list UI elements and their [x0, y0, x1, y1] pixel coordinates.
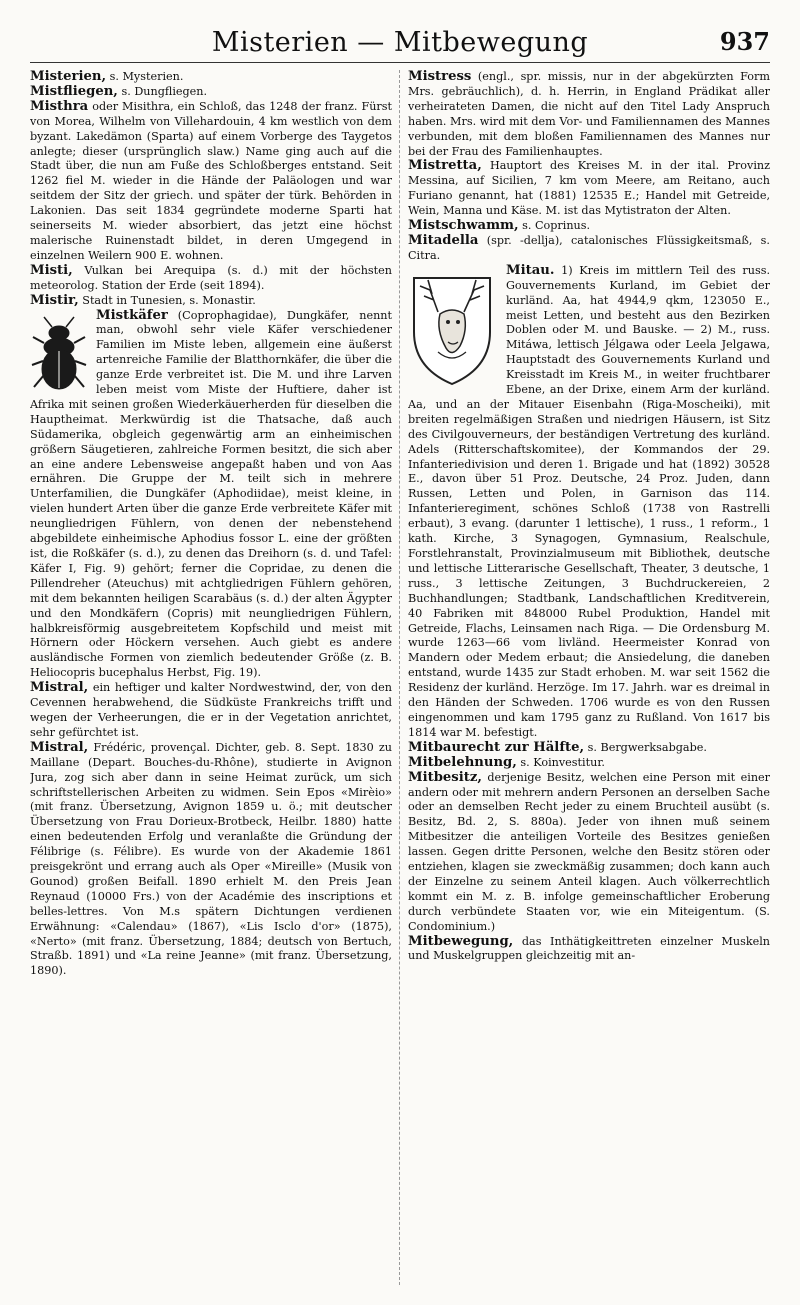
entry-mitadella	[408, 234, 770, 264]
entry-text: (Coprophagidae), Dungkäfer, nennt man, obwohl sehr viele Käfer verschiedener Familien im Miste leben, allgemein eine äußerst artenreiche Familie der Blatthornkäfer, die über die ganze Erde verbreitet ist. Die M. und ihre Larven leben meist vom Miste der Huftiere, daher ist Afrika mit seinen großen Wiederkäuerherden für dieselben die Hauptheimat. Merkwürdig ist die Thatsache, daß auch Südamerika, obgleich gegenwärtig arm an einheimischen größern Säugetieren, zahlreiche Formen besitzt, die sich aber an eine andere Lebensweise angepaßt haben und von Aas ernähren. Die Gruppe der M. teilt sich in mehrere Unterfamilien, die Dungkäfer (Aphodiidae), meist kleine, in vielen hundert Arten über die ganze Erde verbreitete Käfer mit neungliedrigen Fühlern, von denen der nebenstehend abgebildete einheimische Aphodius fossor L. eine der größten ist, die Roßkäfer (s. d.), zu denen das Dreihorn (s. d. und Tafel: Käfer I, Fig. 9) gehört; ferner die Copridae, zu denen die Pillendreher (Ateuchus) mit achtgliedrigen Fühlern gehören, mit dem bekannten heiligen Scarabäus (s. d.) der alten Ägypter und den Mondkäfern (Copris) mit neungliedrigen Fühlern, halbkreisförmig ausgebreitetem Kopfschild und meist mit Hörnern oder Höckern versehen. Auch giebt es andere ausländische Formen von ziemlich bedeutender Größe (z. B. Heliocopris bucephalus Herbst, Fig. 19).	[30, 308, 392, 680]
headword: Misthra	[30, 98, 89, 114]
entry-text: oder Misithra, ein Schloß, das 1248 der franz. Fürst von Morea, Wilhelm von Villehardouin, 4 km westlich von dem byzant. Lakedämon (Sparta) auf einem Vorberge des Taygetos anlegte; dieser (ursprünglich slaw.) Name ging auch auf die Stadt über, die nun am Fuße des Schloßberges entstand. Seit 1262 fiel M. wieder in die Hände der Paläologen und war seitdem der Sitz der griech. und später der türk. Behörden in Lakonien. Das seit 1834 gegründete moderne Sparti hat seinerseits M. wieder absorbiert, das jetzt eine höchst malerische Ruinenstadt bildet, in deren Umgegend in einzelnen Weilern 900 E. wohnen.	[30, 99, 392, 262]
entry-misti	[30, 264, 392, 294]
entry-mistress	[408, 70, 770, 159]
headword: Mitbewegung,	[408, 933, 514, 949]
header-rule	[30, 62, 770, 63]
page-number: 937	[719, 27, 770, 56]
headword: Mitadella	[408, 232, 479, 248]
headword: Mitau.	[506, 262, 555, 278]
headword: Misterien,	[30, 70, 107, 84]
headword: Misti,	[30, 262, 73, 278]
entry-text: Frédéric, provençal. Dichter, geb. 8. Sept. 1830 zu Maillane (Depart. Bouches-du-Rhône), studierte in Avignon Jura, zog sich aber dann in seine Heimat zurück, um sich schriftstellerischen Arbeiten zu widmen. Sein Epos «Mirèio» (mit franz. Übersetzung, Avignon 1859 u. ö.; mit deutscher Übersetzung von Frau Dorieux-Brotbeck, Heilbr. 1880) hatte einen bedeutenden Erfolg und veranlaßte die Gründung der Félibrige (s. Félibre). Es wurde von der Akademie 1861 preisgekrönt und errang auch als Oper «Mireille» (Musik von Gounod) großen Beifall. 1890 erhielt M. den Preis Jean Reynaud (10000 Frs.) von der Académie des inscriptions et belles-lettres. Von M.s spätern Dichtungen verdienen Erwähnung: «Calendau» (1867), «Lis Isclo d'or» (1875), «Nerto» (mit franz. Übersetzung, 1884; deutsch von Bertuch, Straßb. 1891) und «La reine Jeanne» (mit franz. Übersetzung, 1890).	[30, 740, 392, 978]
headword: Mistress	[408, 70, 472, 84]
entry-text: (engl., spr. missis, nur in der abgekürzten Form Mrs. gebräuchlich), d. h. Herrin, in England Prädikat aller verheirateten Damen, die nicht auf den Titel Lady Anspruch haben. Mrs. wird mit dem Vor- und Familiennamen des Mannes verbunden, mit dem bloßen Familiennamen des Mannes nur bei der Frau des Familienhauptes.	[408, 70, 770, 158]
entry-mistir	[30, 294, 392, 309]
entry-text: Vulkan bei Arequipa (s. d.) mit der höchsten meteorolog. Station der Erde (seit 1894).	[30, 263, 392, 292]
entry-mistral-poet	[30, 741, 392, 980]
entry-mistfliegen	[30, 85, 392, 100]
headword: Mitbaurecht zur Hälfte,	[408, 739, 585, 755]
entry-text: das Inthätigkeittreten einzelner Muskeln und Muskelgruppen gleichzeitig mit an-	[408, 934, 770, 963]
entry-text: Stadt in Tunesien, s. Monastir.	[78, 293, 256, 307]
column-divider	[399, 70, 400, 1285]
entry-mistral-wind	[30, 681, 392, 741]
headword: Mistkäfer	[96, 307, 168, 323]
entry-mitau	[408, 264, 770, 741]
entry-text: s. Bergwerksabgabe.	[584, 740, 707, 754]
headword: Mistretta,	[408, 158, 482, 174]
right-column	[408, 70, 770, 1293]
entry-text: Hauptort des Kreises M. in der ital. Provinz Messina, auf Sicilien, 7 km vom Meere, am Reitano, auch Furiano genannt, hat (1881) 12535 E.; Handel mit Getreide, Wein, Manna und Käse. M. ist das Mytistraton der Alten.	[408, 159, 770, 218]
entry-text: derjenige Besitz, welchen eine Person mit einer andern oder mit mehrern andern Personen an derselben Sache oder an demselben Recht jeder zu einem Bruchteil ausübt (s. Besitz, Bd. 2, S. 880a). Jeder von ihnen muß seinem Mitbesitzer die anteiligen Vorteile des Besitzes genießen lassen. Gegen dritte Personen, welche den Besitz stören oder entziehen, klagen sie zweckmäßig zusammen; doch kann auch der Einzelne zu seinem Anteil klagen. Auch völkerrechtlich kommt ein M. z. B. infolge gemeinschaftlicher Eroberung durch verbündete Staaten vor, wie ein Miteigentum. (S. Condominium.)	[408, 770, 770, 933]
headword: Mitbelehnung,	[408, 754, 517, 770]
headword: Mistir,	[30, 292, 79, 308]
coat-of-arms-illustration	[408, 268, 496, 388]
headword: Mistfliegen,	[30, 83, 118, 99]
entry-text: ein heftiger und kalter Nordwestwind, der, von den Cevennen herabwehend, die Südküste Frankreichs trifft und wegen der Verheerungen, die er in der Vegetation anrichtet, sehr gefürchtet ist.	[30, 681, 392, 739]
page-header	[30, 18, 770, 58]
headword: Mistschwamm,	[408, 218, 519, 234]
entry-text: s. Koinvestitur.	[516, 755, 605, 769]
entry-mitbaurecht	[408, 741, 770, 756]
running-title: Misterien — Mitbewegung	[211, 27, 589, 58]
left-column	[30, 70, 392, 1293]
entry-misthra	[30, 100, 392, 264]
entry-mitbelehnung	[408, 756, 770, 771]
beetle-illustration	[30, 313, 88, 393]
entry-text: s. Mysterien.	[106, 70, 184, 83]
entry-text: 1) Kreis im mittlern Teil des russ. Gouvernements Kurland, im Gebiet der kurländ. Aa, hat 4944,9 qkm, 123050 E., meist Letten, und besteht aus den Bezirken Doblen oder M. und Bauske. — 2) M., russ. Mitáwa, lettisch Jélgawa oder Leela Jelgawa, Hauptstadt des Gouvernements Kurland und Kreisstadt im Kreis M., in weiter fruchtbarer Ebene, an der Drixe, einem Arm der kurländ. Aa, und an der Mitauer Eisenbahn (Riga-Moscheiki), mit breiten regelmäßigen Straßen und niedrigen Häusern, ist Sitz des Civilgouverneurs, der beständigen Vertretung des kurländ. Adels (Ritterschaftskomitee), der Kommandos der 29. Infanteriedivision und deren 1. Brigade und hat (1892) 30528 E., davon über 51 Proz. Deutsche, 24 Proz. Juden, dann Russen, Letten und Polen, in Garnison das 114. Infanterieregiment, schönes Schloß (1738 von Rastrelli erbaut), 3 evang. (darunter 1 lettische), 1 russ., 1 reform., 1 kath. Kirche, 3 Synagogen, Gymnasium, Realschule, Forstlehranstalt, Provinzialmuseum mit Bibliothek, deutsche und lettische Litterarische Gesellschaft, Theater, 3 deutsche, 1 russ., 3 lettische Zeitungen, 3 Buchdruckereien, 2 Buchhandlungen; Stadtbank, Landschaftlichen Kreditverein, 40 Fabriken mit 848000 Rubel Produktion, Handel mit Getreide, Flachs, Leinsamen nach Riga. — Die Ordensburg M. wurde 1263—66 vom livländ. Heermeister Konrad von Mandern oder Medem erbaut; die Ansiedelung, die daneben entstand, wurde 1435 zur Stadt erhoben. M. war seit 1562 die Residenz der kurländ. Herzöge. Im 17. Jahrh. war es dreimal in den Händen der Schweden. 1706 wurde es von den Russen eingenommen und kam 1795 ganz zu Rußland. Von 1617 bis 1814 war M. befestigt.	[408, 263, 770, 739]
headword: Mistral,	[30, 680, 89, 696]
entry-text: (spr. -dellja), catalonisches Flüssigkeitsmaß, s. Citra.	[408, 233, 770, 262]
headword: Mistral,	[30, 739, 89, 755]
entry-mistretta	[408, 159, 770, 219]
entry-mitbewegung	[408, 935, 770, 965]
entry-text: s. Coprinus.	[518, 219, 591, 233]
entry-misterien	[30, 70, 392, 85]
entry-mistschwamm	[408, 219, 770, 234]
entry-mistkaefer	[30, 309, 392, 682]
entry-text: s. Dungfliegen.	[117, 84, 208, 98]
headword: Mitbesitz,	[408, 769, 482, 785]
entry-mitbesitz	[408, 771, 770, 935]
